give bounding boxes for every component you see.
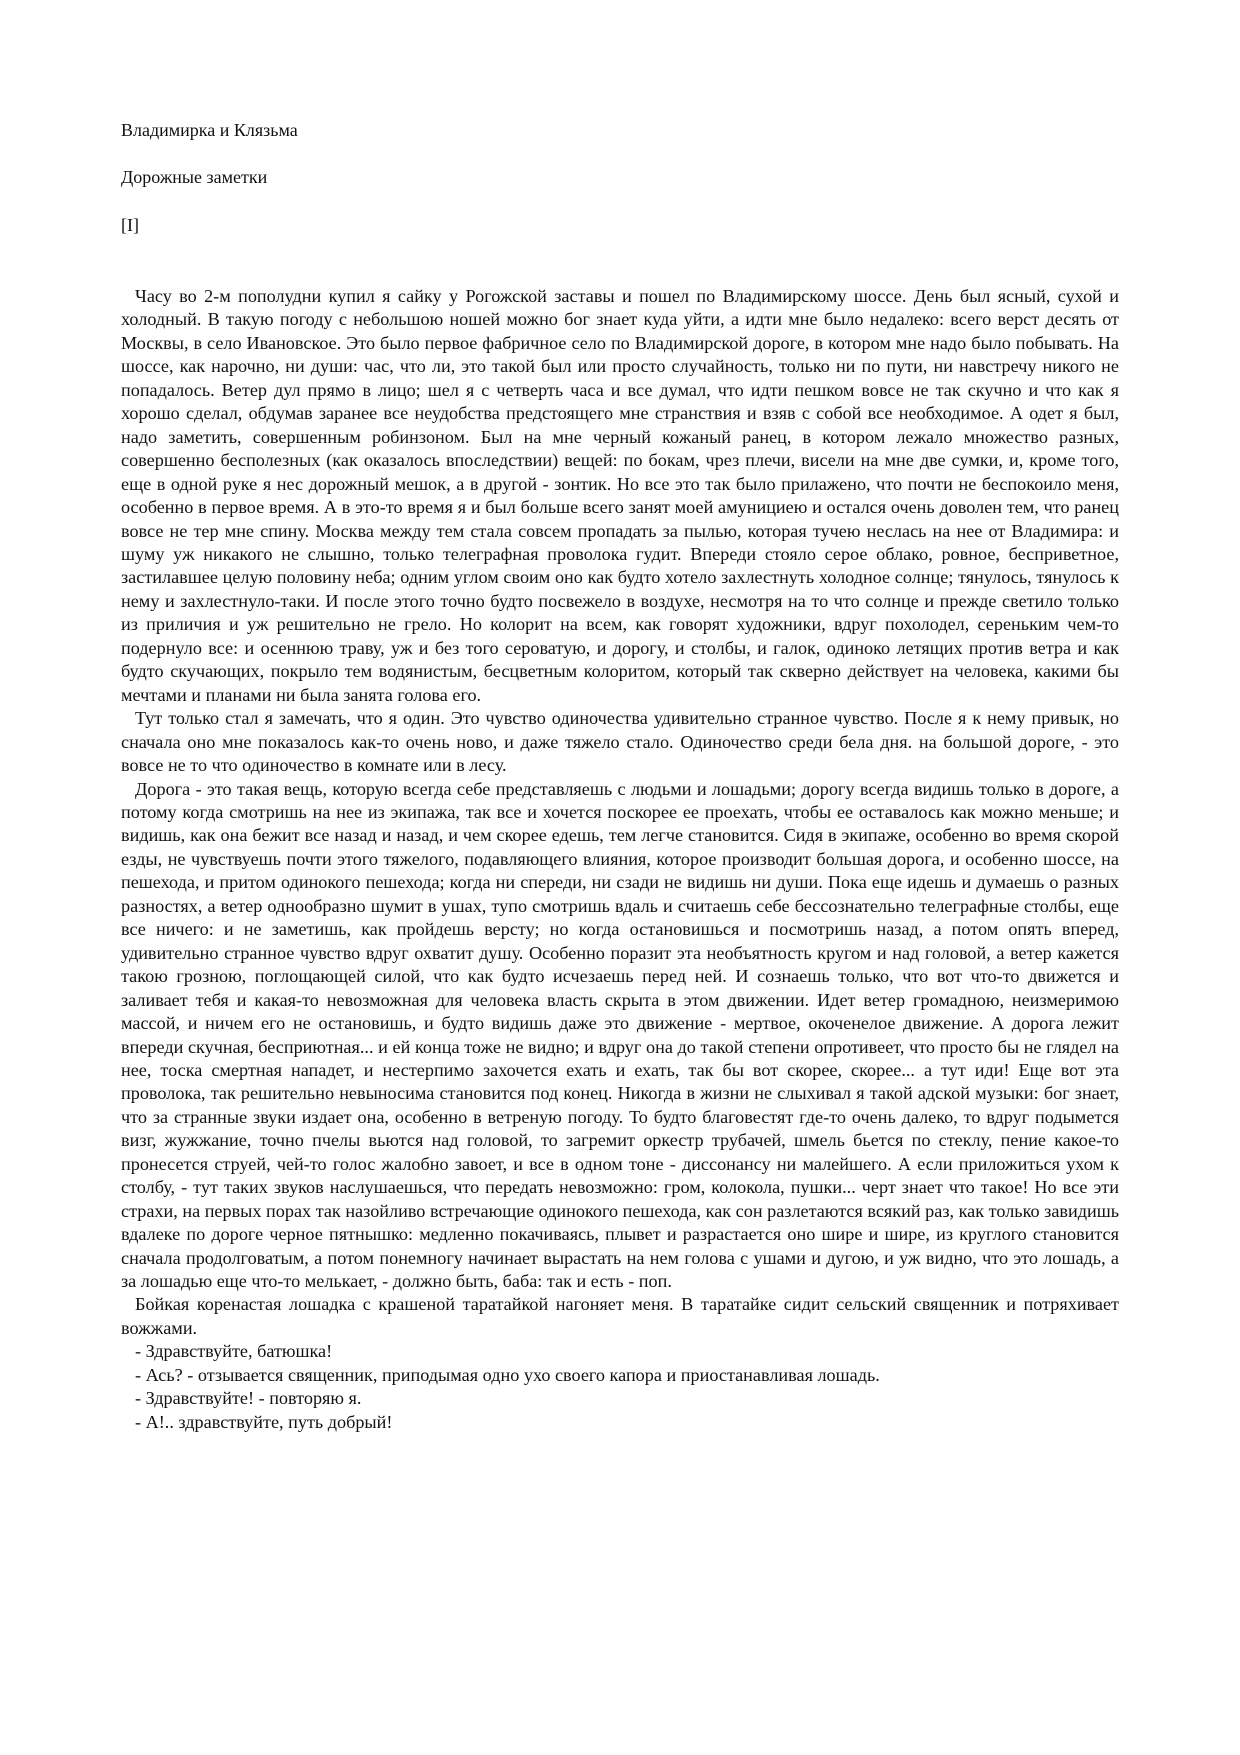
dialogue-line: - Здравствуйте, батюшка! (135, 1341, 333, 1362)
dialogue-line: - Здравствуйте! - повторяю я. (135, 1388, 362, 1409)
document-subtitle: Дорожные заметки (121, 167, 268, 187)
paragraph: Часу во 2-м пополудни купил я сайку у Рогожской заставы и пошел по Владимирскому шоссе. День был ясный, сухой и холодный. В такую погоду с небольшою ношей можно бог знает куда уйти, а идти мне было недалеко: всего верст десять от Москвы, в село Ивановское. Это было первое фабричное село по Владимирской дороге, в котором мне надо было побывать. На шоссе, как нарочно, ни души: час, что ли, это такой был или просто случайность, только ни по пути, ни навстречу никого не попадалось. Ветер дул прямо в лицо; шел я с четверть часа и все думал, что идти пешком вовсе не так скучно и что как я хорошо сделал, обдумав заранее все неудобства предстоящего мне странствия и взяв с собой все необходимое. А одет я был, надо заметить, совершенным робинзоном. Был на мне черный кожаный ранец, в котором лежало множество разных, совершенно бесполезных (как оказалось впоследствии) вещей: по бокам, чрез плечи, висели на мне две сумки, и, кроме того, еще в одной руке я нес дорожный мешок, а в другой - зонтик. Но все это так было прилажено, что почти не беспокоило меня, особенно в первое время. А в это-то время я и был больше всего занят моей амунициею и остался очень доволен тем, что ранец вовсе не тер мне спину. Москва между тем стала совсем пропадать за пылью, которая тучею неслась на нее от Владимира: и шуму уж никакого не слышно, только телеграфная проволока гудит. Впереди стояло серое облако, ровное, бесприветное, застилавшее целую половину неба; одним углом своим оно как будто хотело захлестнуть холодное солнце; тянулось, тянулось к нему и захлестнуло-таки. И после этого точно будто посвежело в воздухе, несмотря на то что солнце и прежде светило только из приличия и уж решительно не грело. Но колорит на всем, как говорят художники, вдруг похолодел, сереньким чем-то подернуло все: и осеннюю траву, уж и без того сероватую, и дорогу, и столбы, и галок, одиноко летящих против ветра и как будто скучающих, покрыло тем водянистым, бесцветным колоритом, который так скверно действует на человека, какими бы мечтами и планами ни была занята голова его. (121, 286, 1119, 705)
paragraph: Дорога - это такая вещь, которую всегда себе представляешь с людьми и лошадьми; дорогу всегда видишь только в дороге, а потому когда смотришь на нее из экипажа, так все и хочется поскорее ее проехать, чтобы ее оставалось как можно меньше; и видишь, как она бежит все назад и назад, и чем скорее едешь, тем легче становится. Сидя в экипаже, особенно во время скорой езды, не чувствуешь почти этого тяжелого, подавляющего влияния, которое производит большая дорога, и особенно шоссе, на пешехода, и притом одинокого пешехода; когда ни спереди, ни сзади не видишь ни души. Пока еще идешь и думаешь о разных разностях, а ветер однообразно шумит в ушах, тупо смотришь вдаль и считаешь себе бессознательно телеграфные столбы, еще все ничего: и не заметишь, как пройдешь версту; но когда остановишься и посмотришь назад, а потом опять вперед, удивительно странное чувство вдруг охватит душу. Особенно поразит эта необъятность кругом и над головой, а ветер кажется такою грозною, поглощающей силой, что как будто исчезаешь перед ней. И сознаешь только, что вот что-то движется и заливает тебя и какая-то невозможная для человека власть скрыта в этом движении. Идет ветер громадною, неизмеримою массой, и ничем его не остановишь, и будто видишь даже это движение - мертвое, окоченелое движение. А дорога лежит впереди скучная, бесприютная... и ей конца тоже не видно; и вдруг она до такой степени опротивеет, что просто бы не глядел на нее, тоска смертная нападет, и нестерпимо захочется ехать и ехать, так бы вот скорее, скорее... а тут иди! Еще вот эта проволока, так решительно невыносима становится под конец. Никогда в жизни не слыхивал я такой адской музыки: бог знает, что за странные звуки издает она, особенно в ветреную погоду. То будто благовестят где-то очень далеко, то вдруг подымется визг, жужжание, точно пчелы вьются над головой, то загремит оркестр трубачей, шмель бьется по стеклу, пение какое-то пронесется струей, чей-то голос жалобно завоет, и все в одном тоне - диссонансу ни малейшего. А если приложиться ухом к столбу, - тут таких звуков наслушаешься, что передать невозможно: гром, колокола, пушки... черт знает что такое! Но все эти страхи, на первых порах так назойливо встречающие одинокого пешехода, как сон разлетаются всякий раз, как только завидишь вдалеке по дороге черное пятнышко: медленно покачиваясь, плывет и разрастается оно шире и шире, из круглого становится сначала продолговатым, а потом понемногу начинает вырастать на нем голова с ушами и дугою, и уж видно, что это лошадь, а за лошадью еще что-то мелькает, - должно быть, баба: так и есть - поп. (121, 778, 1119, 1292)
document-body (121, 285, 1119, 1434)
document-title: Владимирка и Клязьма (121, 120, 298, 140)
section-number: [I] (121, 215, 139, 235)
paragraph: Бойкая коренастая лошадка с крашеной таратайкой нагоняет меня. В таратайке сидит сельский священник и потряхивает вожжами. (121, 1294, 1119, 1338)
paragraph: Тут только стал я замечать, что я один. Это чувство одиночества удивительно странное чувство. После я к нему привык, но сначала оно мне показалось как-то очень ново, и даже тяжело стало. Одиночество среди бела дня. на большой дороге, - это вовсе не то что одиночество в комнате или в лесу. (121, 708, 1119, 776)
dialogue-line: - А!.. здравствуйте, путь добрый! (135, 1411, 393, 1432)
dialogue-line: - Ась? - отзывается священник, приподымая одно ухо своего капора и приостанавливая лошадь. (135, 1364, 880, 1385)
